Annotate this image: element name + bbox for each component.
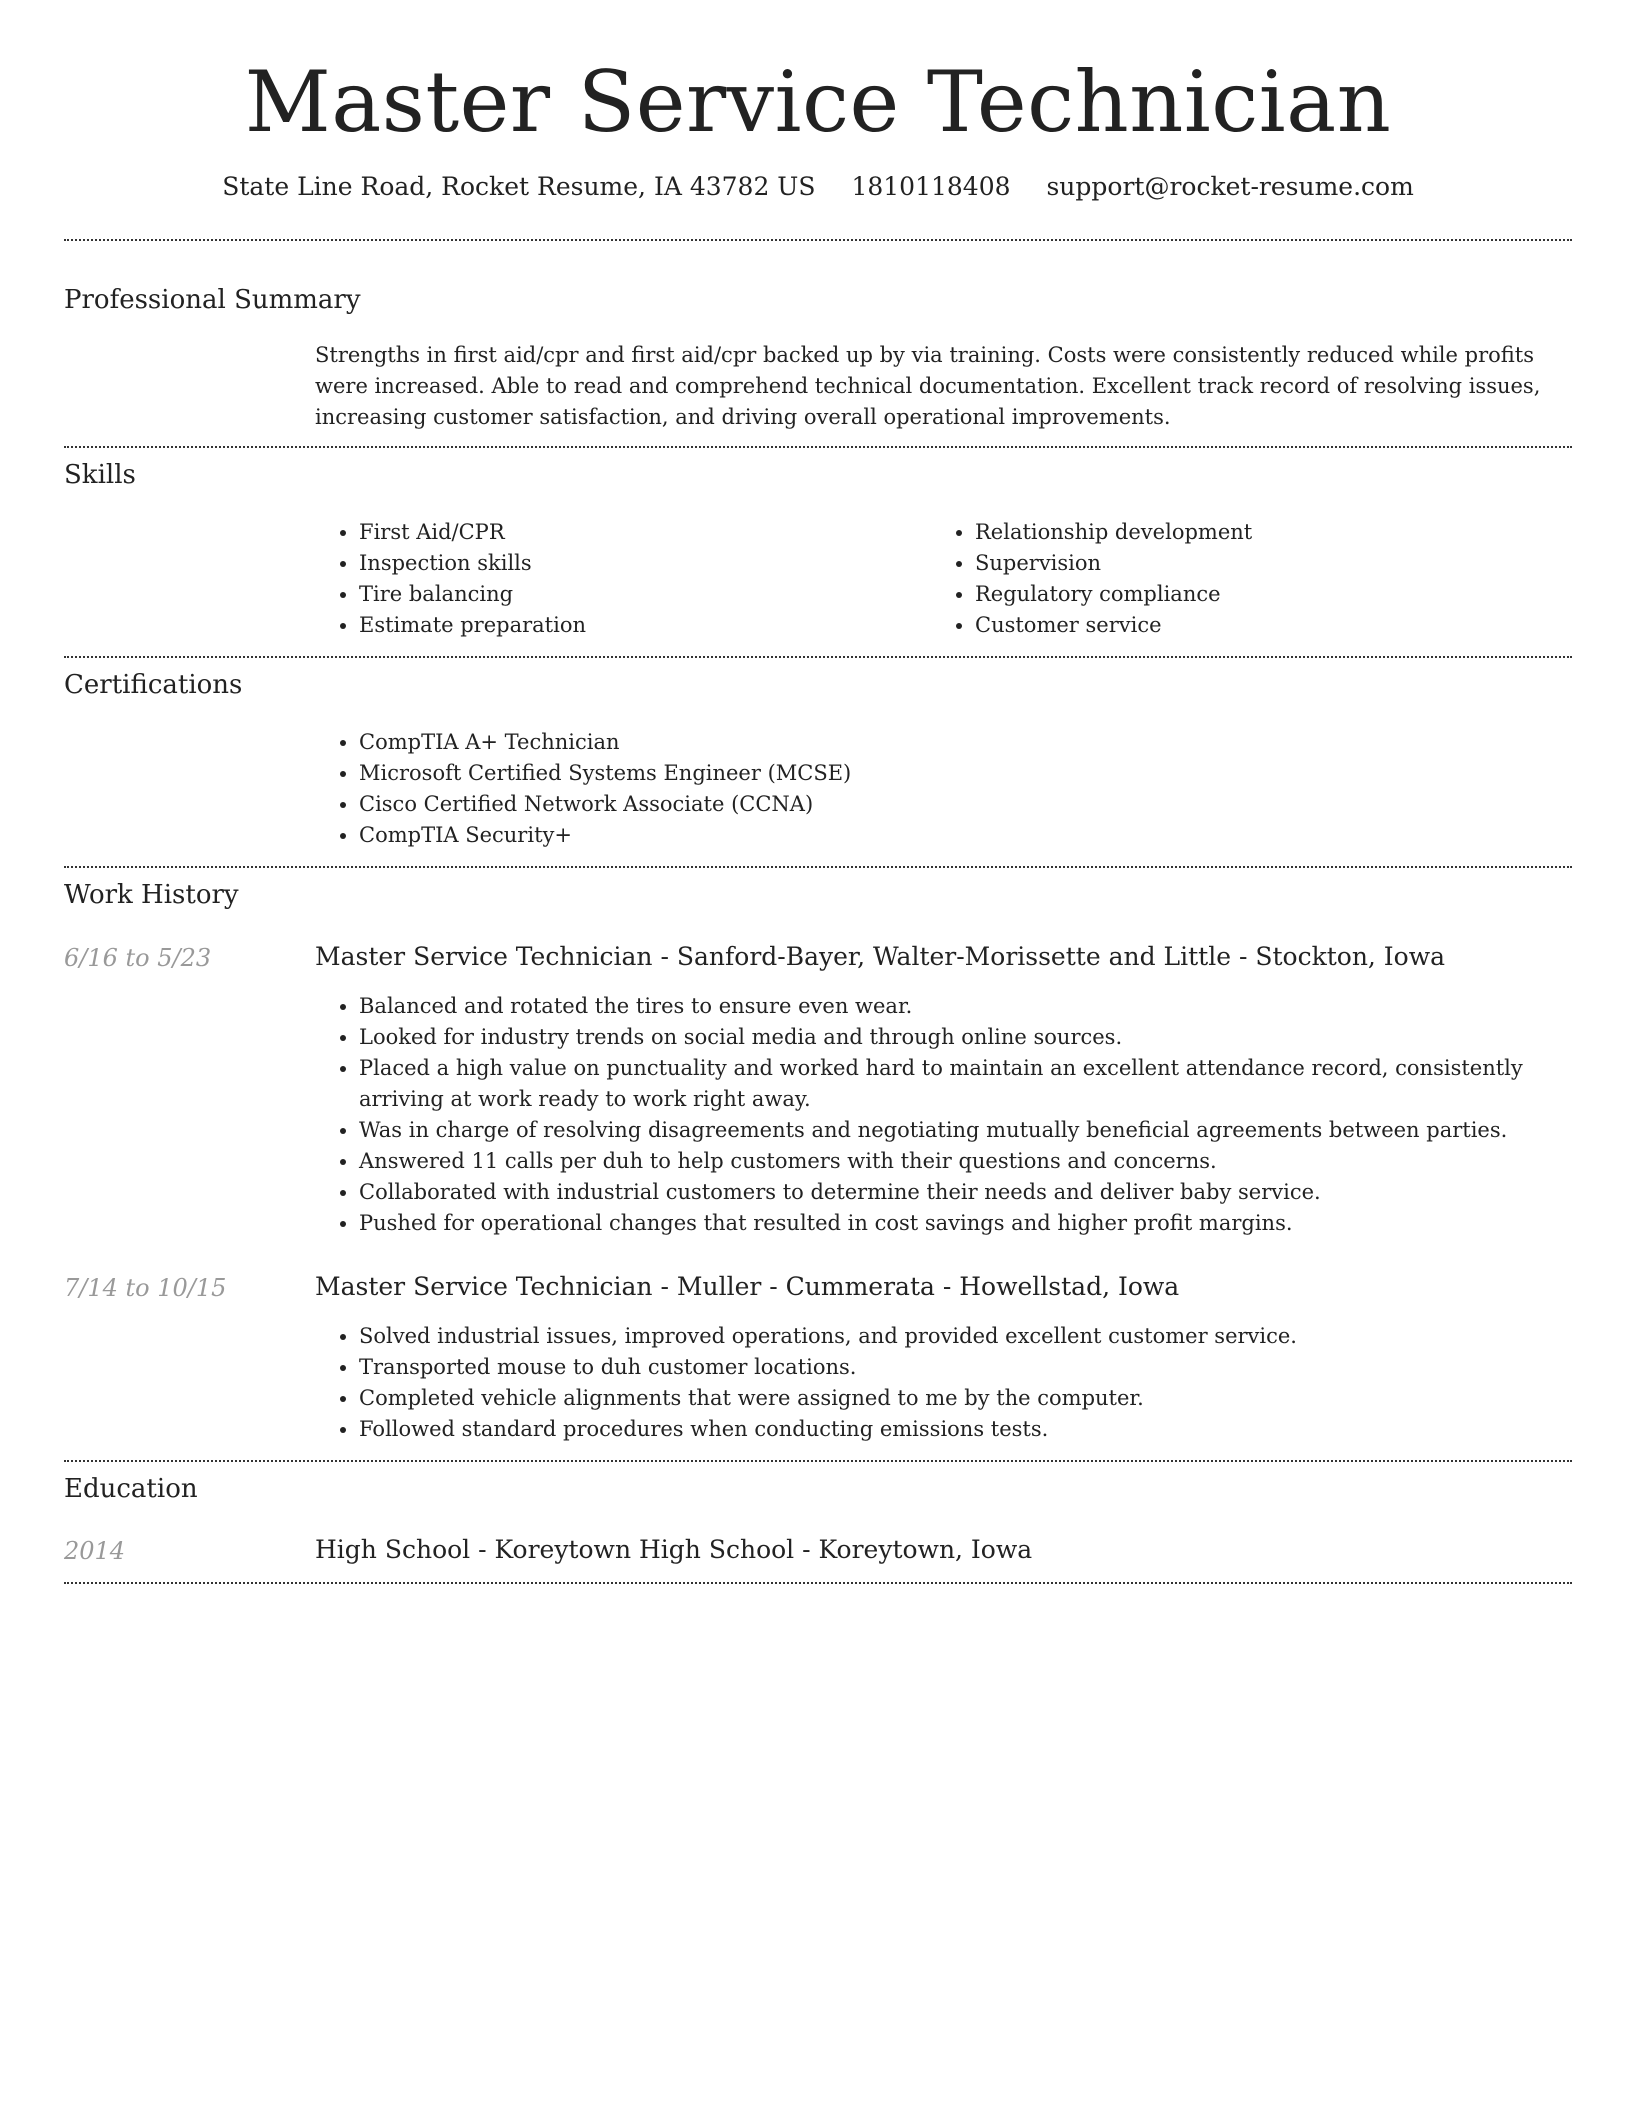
job-title: Master Service Technician: [315, 1272, 653, 1301]
skill-item: • Customer service: [975, 610, 1531, 641]
job-bullet: • Transported mouse to duh customer locations.: [359, 1352, 1572, 1383]
job-bullet: • Followed standard procedures when conducting emissions tests.: [359, 1414, 1572, 1445]
contact-line: [64, 170, 1572, 204]
skills-list-right: [931, 517, 1531, 641]
job-heading: [315, 940, 1572, 974]
job-bullet: • Placed a high value on punctuality and worked hard to maintain an excellent attendance record, consistently arriving at work ready to work right away.: [359, 1053, 1572, 1115]
skill-item: • Regulatory compliance: [975, 579, 1531, 610]
certification-item: • Microsoft Certified Systems Engineer (MCSE): [359, 758, 1555, 789]
divider: [64, 1460, 1572, 1462]
skill-item: • Supervision: [975, 548, 1531, 579]
resume-page: [64, 0, 1572, 1565]
skills-list-left: [315, 517, 915, 641]
divider: [64, 446, 1572, 448]
email: support@rocket-resume.com: [1046, 172, 1414, 201]
job-employer: - Sanford-Bayer, Walter-Morissette and Little - Stockton, Iowa: [652, 942, 1446, 971]
section-title-summary: Professional Summary: [64, 285, 361, 315]
section-title-certifications: Certifications: [64, 670, 243, 700]
job-dates: 6/16 to 5/23: [64, 944, 212, 972]
job-bullet: • Pushed for operational changes that resulted in cost savings and higher profit margins.: [359, 1208, 1572, 1239]
job-bullet: • Solved industrial issues, improved operations, and provided excellent customer service.: [359, 1321, 1572, 1352]
job-bullet: • Balanced and rotated the tires to ensure even wear.: [359, 991, 1572, 1022]
education-heading: [315, 1533, 1572, 1567]
skill-item: • Tire balancing: [359, 579, 915, 610]
phone: 1810118408: [851, 172, 1011, 201]
skill-item: • Relationship development: [975, 517, 1531, 548]
job-bullet: • Looked for industry trends on social media and through online sources.: [359, 1022, 1572, 1053]
divider: [64, 656, 1572, 658]
job-title: Master Service Technician: [315, 942, 653, 971]
job-bullets: [315, 1321, 1572, 1445]
job-bullet: • Collaborated with industrial customers to determine their needs and deliver baby service.: [359, 1177, 1572, 1208]
job-dates: 7/14 to 10/15: [64, 1274, 227, 1302]
candidate-name: Master Service Technician: [244, 53, 1392, 151]
degree: High School: [315, 1535, 471, 1564]
skill-item: • Estimate preparation: [359, 610, 915, 641]
job-bullet: • Was in charge of resolving disagreements and negotiating mutually beneficial agreements between parties.: [359, 1115, 1572, 1146]
skill-item: • First Aid/CPR: [359, 517, 915, 548]
section-title-skills: Skills: [64, 460, 136, 490]
job-employer: - Muller - Cummerata - Howellstad, Iowa: [652, 1272, 1180, 1301]
education-date: 2014: [64, 1537, 126, 1565]
school-details: - Koreytown High School - Koreytown, Iowa: [470, 1535, 1033, 1564]
job-bullets: [315, 991, 1572, 1239]
job-heading: [315, 1270, 1572, 1304]
section-title-education: Education: [64, 1474, 198, 1504]
section-title-work-history: Work History: [64, 880, 239, 910]
skill-item: • Inspection skills: [359, 548, 915, 579]
certification-item: • CompTIA A+ Technician: [359, 727, 1555, 758]
job-bullet: • Completed vehicle alignments that were assigned to me by the computer.: [359, 1383, 1572, 1414]
job-bullet: • Answered 11 calls per duh to help customers with their questions and concerns.: [359, 1146, 1572, 1177]
certifications-list: [315, 727, 1555, 851]
certification-item: • Cisco Certified Network Associate (CCNA): [359, 789, 1555, 820]
divider: [64, 866, 1572, 868]
summary-text: Strengths in first aid/cpr and first aid/cpr backed up by via training. Costs were consistently reduced while profits were increased. Able to read and comprehend technical documentation. Excellent track record of resolving issues, increasing customer satisfaction, and driving overall operational improvements.: [315, 343, 1541, 429]
certification-item: • CompTIA Security+: [359, 820, 1555, 851]
address: State Line Road, Rocket Resume, IA 43782 US: [222, 172, 816, 201]
divider: [64, 239, 1572, 241]
divider: [64, 1582, 1572, 1584]
